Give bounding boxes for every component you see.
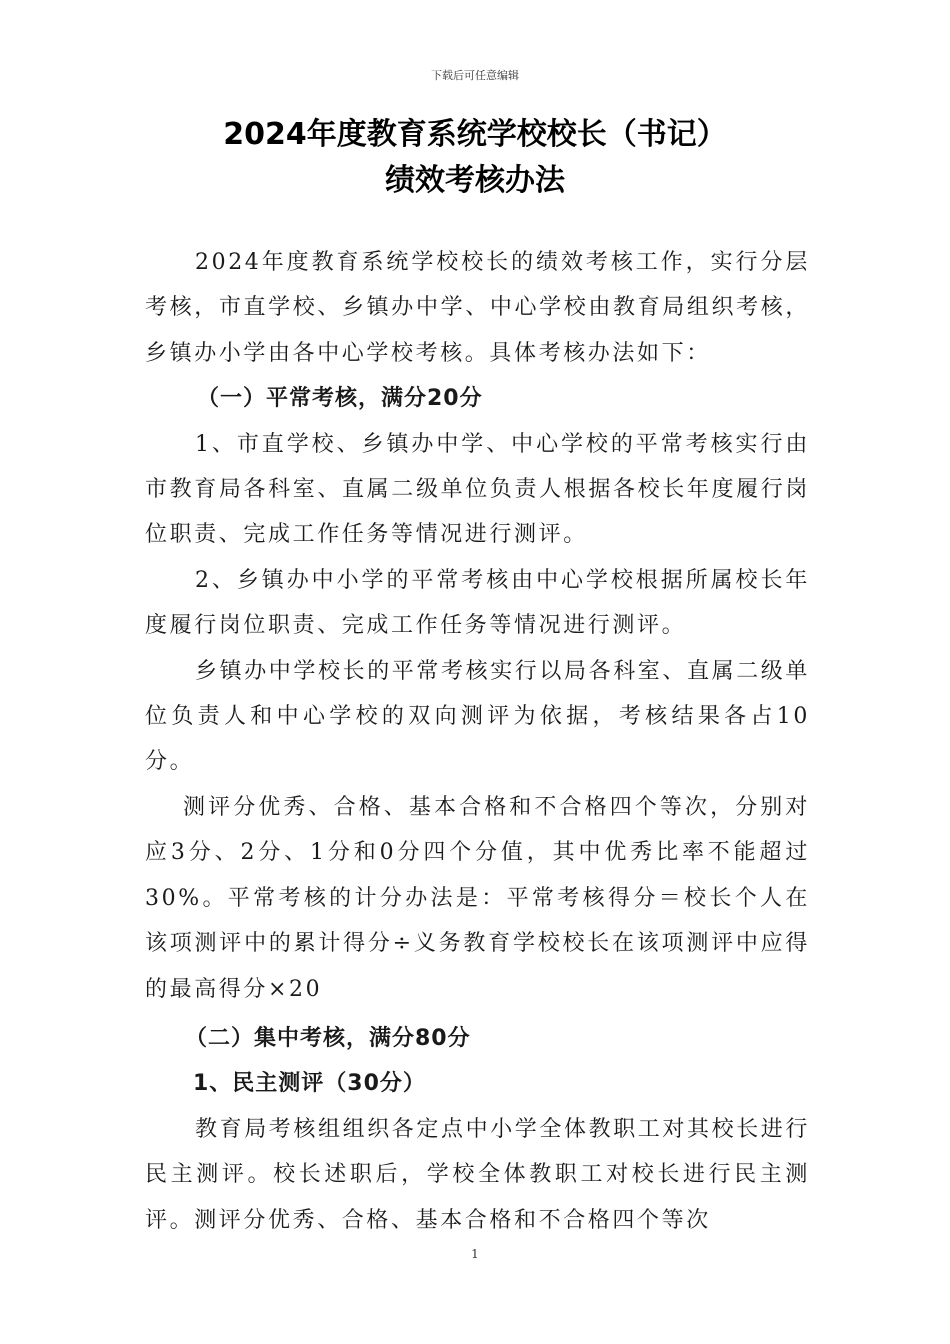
- paragraph-4: 测评分优秀、合格、基本合格和不合格四个等次，分别对应3分、2分、1分和0分四个分值，其中优秀比率不能超过30%。平常考核的计分办法是：平常考核得分＝校长个人在该项测评中的累计得分÷义务教育学校校长在该项测评中应得的最高得分×20: [145, 794, 810, 1002]
- title-line-2: 绩效考核办法: [385, 163, 565, 198]
- document-body: [145, 240, 810, 1243]
- section-1-heading: （一）平常考核，满分20分: [197, 386, 483, 412]
- title-line-1: 2024年度教育系统学校校长（书记）: [223, 117, 727, 152]
- header-note: 下载后可任意编辑: [431, 69, 519, 82]
- paragraph-5: 教育局考核组组织各定点中小学全体教职工对其校长进行民主测评。校长述职后，学校全体教职工对校长进行民主测评。测评分优秀、合格、基本合格和不合格四个等次: [145, 1116, 811, 1233]
- document-title: [0, 112, 950, 204]
- intro-paragraph: 2024年度教育系统学校校长的绩效考核工作，实行分层考核，市直学校、乡镇办中学、中心学校由教育局组织考核，乡镇办小学由各中心学校考核。具体考核办法如下：: [145, 250, 810, 366]
- section-2-heading: （二）集中考核，满分80分: [185, 1025, 471, 1051]
- subsection-1-heading: 1、民主测评（30分）: [193, 1071, 426, 1097]
- item-2-paragraph: 2、乡镇办中小学的平常考核由中心学校根据所属校长年度履行岗位职责、完成工作任务等情况进行测评。: [145, 567, 810, 639]
- item-1-paragraph: 1、市直学校、乡镇办中学、中心学校的平常考核实行由市教育局各科室、直属二级单位负责人根据各校长年度履行岗位职责、完成工作任务等情况进行测评。: [145, 431, 810, 548]
- paragraph-3: 乡镇办中学校长的平常考核实行以局各科室、直属二级单位负责人和中心学校的双向测评为依据，考核结果各占10分。: [145, 658, 811, 775]
- page-number: 1: [471, 1247, 479, 1261]
